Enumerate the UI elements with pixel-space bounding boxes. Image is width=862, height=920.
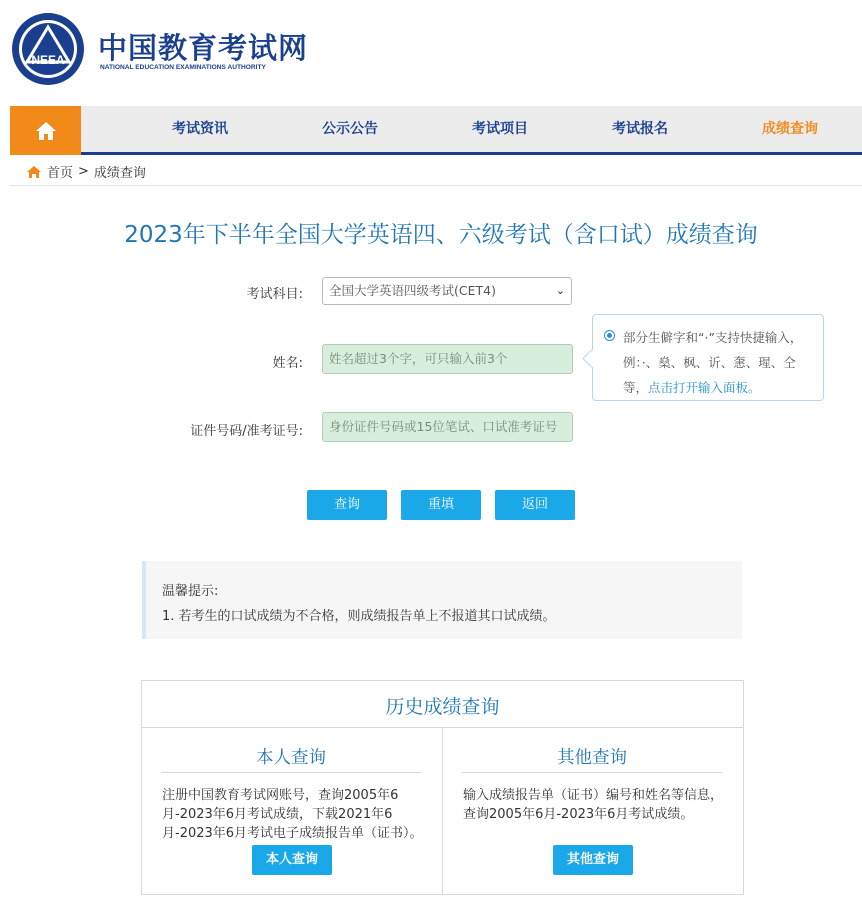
notice-title: 温馨提示: (162, 584, 219, 599)
breadcrumb-separator: > (78, 164, 89, 179)
reset-button[interactable]: 重填 (401, 490, 481, 520)
name-label: 姓名: (272, 356, 303, 371)
notice-box (142, 561, 742, 639)
main-nav (10, 106, 862, 152)
subject-label: 考试科目: (246, 287, 303, 302)
site-subtitle: NATIONAL EDUCATION EXAMINATIONS AUTHORITY (100, 64, 266, 71)
divider (442, 727, 443, 895)
notice-item: 1. 若考生的口试成绩为不合格，则成绩报告单上不报道其口试成绩。 (162, 609, 556, 624)
name-input[interactable]: 姓名超过3个字，可只输入前3个 (322, 344, 573, 374)
history-title: 历史成绩查询 (385, 696, 500, 718)
self-query-button[interactable]: 本人查询 (252, 845, 332, 875)
site-title: 中国教育考试网 (98, 31, 309, 65)
radio-icon (604, 330, 615, 341)
nav-underline (10, 152, 862, 155)
nav-item-score-query[interactable]: 成绩查询 (762, 121, 818, 137)
neea-logo (11, 12, 85, 86)
self-query-description: 注册中国教育考试网账号，查询2005年6月-2023年6月考试成绩，下载2021年6月-2023年6月考试电子成绩报告单（证书）。 (162, 788, 423, 841)
id-label: 证件号码/准考证号: (190, 424, 303, 439)
divider (462, 772, 722, 773)
open-input-panel-link[interactable]: 点击打开输入面板。 (648, 380, 761, 395)
chevron-down-icon: ⌄ (555, 284, 565, 297)
subject-select-value: 全国大学英语四级考试(CET4) (329, 283, 496, 298)
tip-body: 部分生僻字和“·”支持快捷输入，例：·、燊、枫、䜣、㥣、瑆、仝等， (623, 330, 803, 395)
page-title: 2023年下半年全国大学英语四、六级考试（含口试）成绩查询 (124, 222, 758, 248)
id-number-input[interactable]: 身份证件号码或15位笔试、口试准考证号 (322, 412, 573, 442)
other-query-button[interactable]: 其他查询 (553, 845, 633, 875)
subject-select[interactable] (322, 277, 572, 305)
other-query-description: 输入成绩报告单（证书）编号和姓名等信息，查询2005年6月-2023年6月考试成绩。 (463, 788, 724, 822)
query-button[interactable]: 查询 (307, 490, 387, 520)
nav-item-registration[interactable]: 考试报名 (612, 121, 668, 137)
breadcrumb-home[interactable]: 首页 (47, 166, 74, 181)
divider (161, 772, 421, 773)
divider (10, 185, 862, 186)
nav-item-announcements[interactable]: 公示公告 (322, 121, 378, 137)
nav-item-exam-projects[interactable]: 考试项目 (472, 121, 528, 137)
tip-text (623, 325, 813, 400)
breadcrumb (26, 162, 146, 181)
self-query-title: 本人查询 (256, 748, 326, 768)
other-query-title: 其他查询 (557, 748, 627, 768)
home-icon (35, 121, 57, 141)
logo-text: NEEA (31, 53, 65, 67)
nav-item-exam-news[interactable]: 考试资讯 (172, 121, 228, 137)
breadcrumb-current: 成绩查询 (93, 166, 146, 181)
nav-home-button[interactable] (10, 106, 81, 155)
back-button[interactable]: 返回 (495, 490, 575, 520)
home-icon (26, 165, 42, 179)
